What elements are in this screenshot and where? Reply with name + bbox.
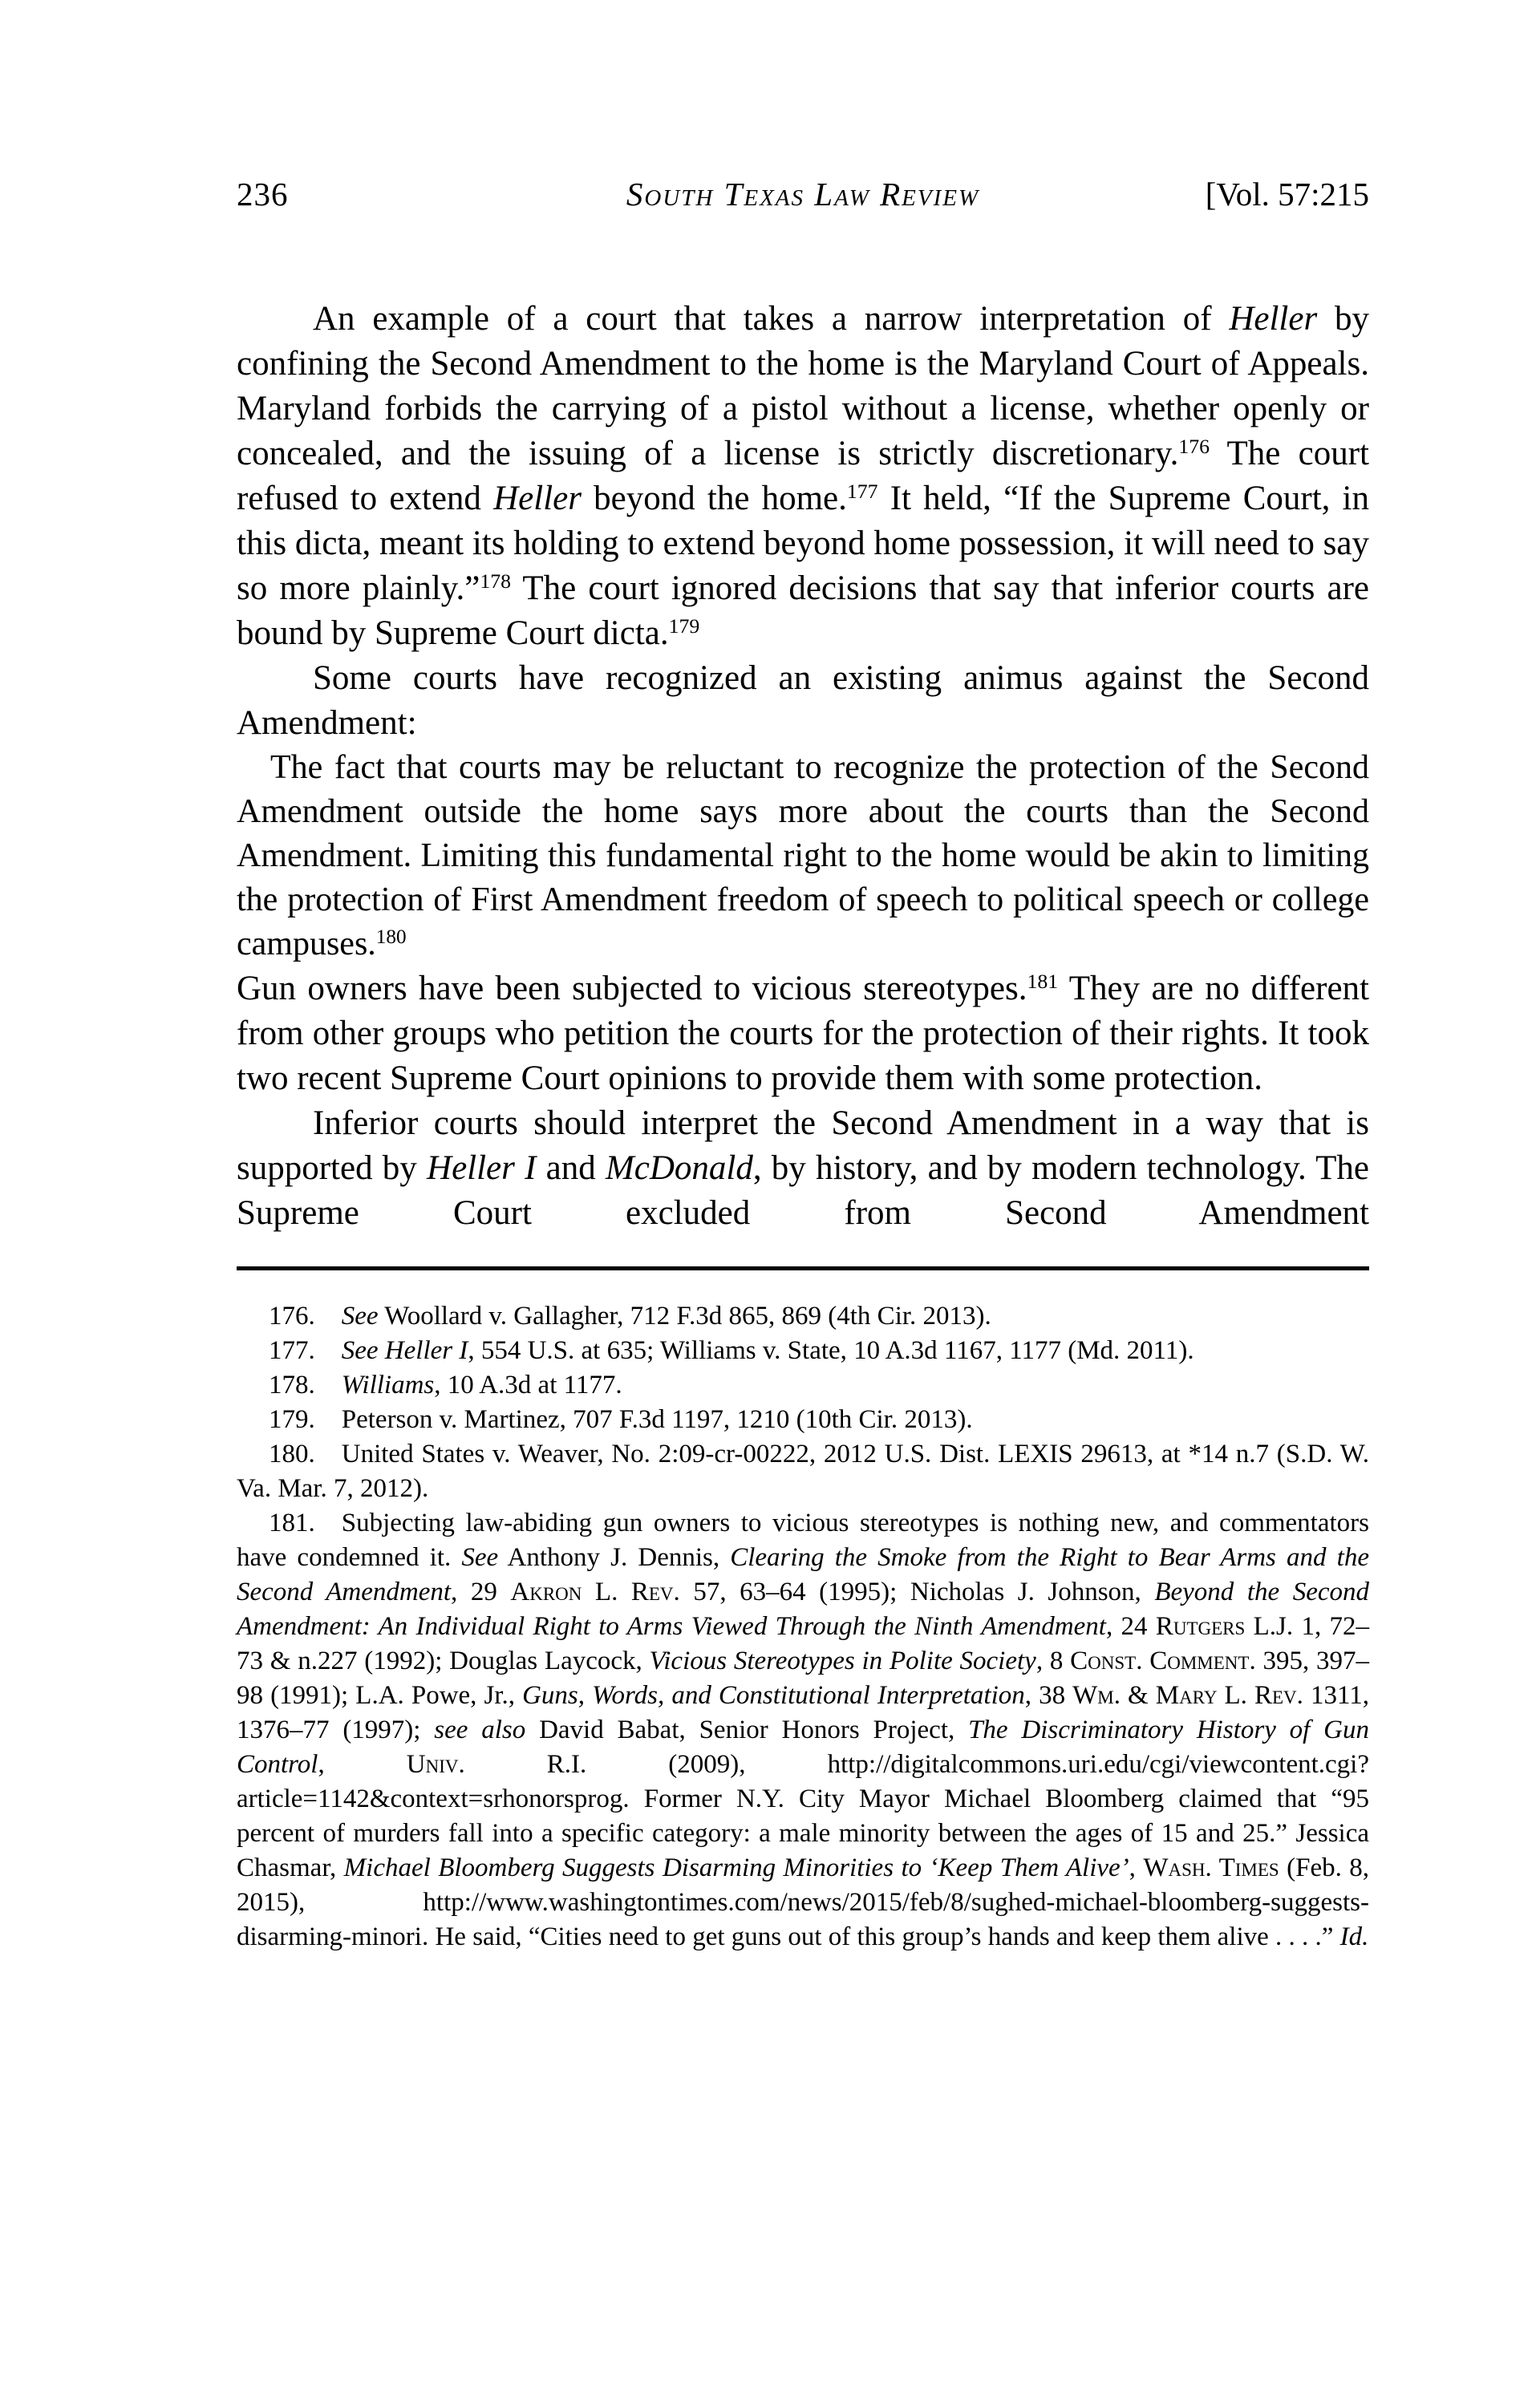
footnote-181: 181. Subjecting law-abiding gun owners to vicious stereotypes is nothing new, and commentators have condemned it. See Anthony J. Dennis, Clearing the Smoke from the Right to Bear Arms and the Second Amendment, 29 Akron L. Rev. 57, 63–64 (1995); Nicholas J. Johnson, Beyond the Second Amendment: An Individual Right to Arms Viewed Through the Ninth Amendment, 24 Rutgers L.J. 1, 72–73 & n.227 (1992); Douglas Laycock, Vicious Stereotypes in Polite Society, 8 Const. Comment. 395, 397–98 (1991); L.A. Powe, Jr., Guns, Words, and Constitutional Interpretation, 38 Wm. & Mary L. Rev. 1311, 1376–77 (1997); see also David Babat, Senior Honors Project, The Discriminatory History of Gun Control, Univ. R.I. (2009), http://digitalcommons.uri.edu/cgi/viewcontent.cgi?article=1142&context=srhonorsprog. Former N.Y. City Mayor Michael Bloomberg claimed that “95 percent of murders fall into a specific category: a male minority between the ages of 15 and 25.” Jessica Chasmar, Michael Bloomberg Suggests Disarming Minorities to ‘Keep Them Alive’, Wash. Times (Feb. 8, 2015), http://www.washingtontimes.com/news/2015/feb/8/sughed-michael-bloomberg-suggests-disarming-minori. He said, “Cities need to get guns out of this group’s hands and keep them alive . . . .” Id. (237, 1509, 1370, 1951)
paragraph-gun-owners: Gun owners have been subjected to vicious stereotypes.$^{181}$ They are no different from other groups who petition the courts for the protection of their rights. It took two recent Supreme Court opinions to provide them with some protection. (237, 969, 1369, 1097)
running-header (237, 175, 1369, 213)
journal-title: South Texas Law Review (626, 176, 980, 213)
paragraph-inferior-courts: Inferior courts should interpret the Second Amendment in a way that is supported by Heller I and McDonald, by history, and by modern technology. The Supreme Court excluded from Second Amendment (237, 1104, 1369, 1232)
footnote-179: 179. Peterson v. Martinez, 707 F.3d 1197, 1210 (10th Cir. 2013). (269, 1405, 973, 1434)
footnote-178: 178. Williams, 10 A.3d at 1177. (269, 1371, 622, 1400)
article-body (237, 297, 1369, 1236)
footnotes-section (237, 1299, 1369, 1954)
block-quote: The fact that courts may be reluctant to recognize the protection of the Second Amendment outside the home says more about the courts than the Second Amendment. Limiting this fundamental right to the home would be akin to limiting the protection of First Amendment freedom of speech to political speech or college campuses.$^{180}$ (237, 749, 1369, 962)
paragraph-narrow-interpretation: An example of a court that takes a narrow interpretation of Heller by confining the Second Amendment to the home is the Maryland Court of Appeals. Maryland forbids the carrying of a pistol without a license, whether openly or concealed, and the issuing of a license is strictly discretionary.$^{176}$ The court refused to extend Heller beyond the home.$^{177}$ It held, “If the Supreme Court, in this dicta, meant its holding to extend beyond home possession, it will need to say so more plainly.”$^{178}$ The court ignored decisions that say that inferior courts are bound by Supreme Court dicta.$^{179}$ (237, 300, 1369, 652)
footnote-180: 180. United States v. Weaver, No. 2:09-cr-00222, 2012 U.S. Dist. LEXIS 29613, at *14 n.7 (S.D. W. Va. Mar. 7, 2012). (237, 1440, 1369, 1503)
footnote-177: 177. See Heller I, 554 U.S. at 635; Williams v. State, 10 A.3d 1167, 1177 (Md. 2011). (269, 1336, 1194, 1365)
footnote-176: 176. See Woollard v. Gallagher, 712 F.3d 865, 869 (4th Cir. 2013). (269, 1302, 991, 1331)
volume-label: [Vol. 57:215 (1205, 176, 1369, 213)
text-column (237, 0, 1369, 1954)
footnote-separator-rule (237, 1266, 1369, 1270)
page-number: 236 (237, 176, 289, 213)
paragraph-animus-intro: Some courts have recognized an existing animus against the Second Amendment: (237, 659, 1369, 742)
